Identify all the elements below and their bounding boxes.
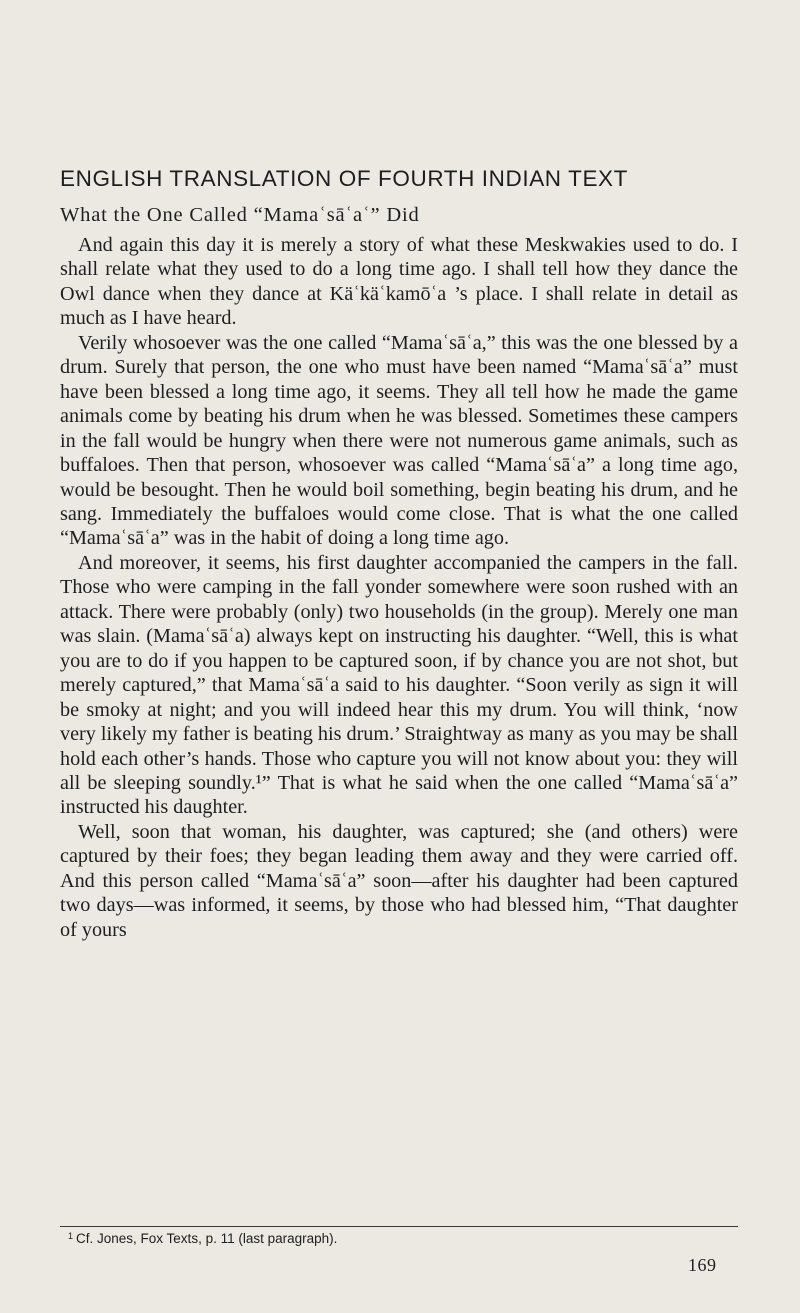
- page-number: 169: [688, 1255, 717, 1275]
- section-title: What the One Called “Mamaʿsāʿaʿ” Did: [60, 204, 420, 226]
- paragraph: And again this day it is merely a story of what these Meskwakies used to do. I shall relate what they used to do a long time ago. I shall tell how they dance the Owl dance when they dance at Käʿkäʿkamōʿa ’s place. I shall relate in detail as much as I have heard.: [60, 234, 738, 330]
- paragraph: And moreover, it seems, his first daughter accompanied the campers in the fall. Those who were camping in the fall yonder somewhere were soon rushed with an attack. There were probably (only) two households (in the group). Merely one man was slain. (Mamaʿsāʿa) always kept on instructing his daughter. “Well, this is what you are to do if you happen to be captured soon, if by chance you are not shot, but merely captured,” that Mamaʿsāʿa said to his daughter. “Soon verily as sign it will be smoky at night; and you will indeed hear this my drum. You will think, ‘now very likely my father is beating his drum.’ Straightway as many as you may be shall hold each other’s hands. Those who capture you will not know about you: they will all be sleeping soundly.¹” That is what he said when the one called “Mamaʿsāʿa” instructed his daughter.: [60, 551, 738, 819]
- paragraph: Well, soon that woman, his daughter, was captured; she (and others) were captured by their foes; they began leading them away and they were carried off. And this person called “Mamaʿsāʿa” soon—after his daughter had been captured two days—was informed, it seems, by those who had blessed him, “That daughter of yours: [60, 820, 738, 941]
- footnote: [68, 1231, 337, 1246]
- running-head: ENGLISH TRANSLATION OF FOURTH INDIAN TEXT: [60, 166, 629, 191]
- paragraph: Verily whosoever was the one called “Mamaʿsāʿa,” this was the one blessed by a drum. Surely that person, the one who must have been named “Mamaʿsāʿa” must have been blessed a long time ago, it seems. They all tell how he made the game animals come by beating his drum when he was blessed. Sometimes these campers in the fall would be hungry when there were not numerous game animals, such as buffaloes. Then that person, whosoever was called “Mamaʿsāʿa” a long time ago, would be besought. Then he would boil something, begin beating his drum, and he sang. Immediately the buffaloes would come close. That is what the one called “Mamaʿsāʿa” was in the habit of doing a long time ago.: [60, 331, 738, 550]
- body-text: [60, 233, 738, 942]
- footnote-marker: 1: [68, 1231, 74, 1241]
- footnote-rule: [60, 1226, 738, 1227]
- footnote-text: Cf. Jones, Fox Texts, p. 11 (last paragraph).: [76, 1231, 338, 1246]
